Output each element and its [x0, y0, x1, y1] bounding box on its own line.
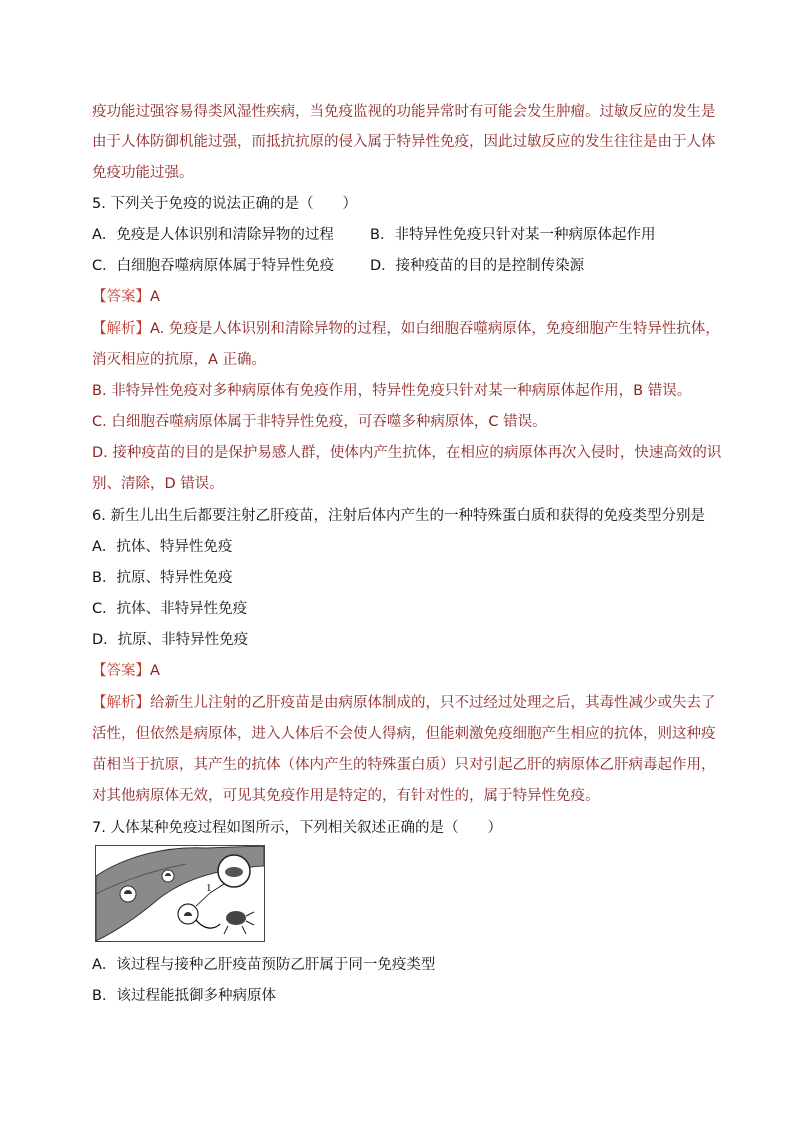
analysis-continuation-line: 免疫功能过强。 [92, 165, 194, 181]
question-5-analysis-line: 消灭相应的抗原，A 正确。 [92, 352, 267, 368]
question-6-analysis-line: 对其他病原体无效，可见其免疫作用是特定的，有针对性的，属于特异性免疫。 [92, 788, 600, 804]
analysis-text: A. 免疫是人体识别和清除异物的过程，如白细胞吞噬病原体，免疫细胞产生特异性抗体， [150, 321, 720, 337]
figure-label-1: 1 [206, 882, 212, 894]
movement-arrow [196, 920, 220, 928]
pointer-line [210, 884, 224, 893]
question-5-option-a: A．免疫是人体识别和清除异物的过程 [92, 227, 334, 243]
question-7-option-a: A．该过程与接种乙肝疫苗预防乙肝属于同一免疫类型 [92, 957, 436, 973]
analysis-continuation-line: 由于人体防御机能过强，而抵抗抗原的侵入属于特异性免疫，因此过敏反应的发生往往是由于人体 [92, 134, 716, 150]
question-6-stem: 6. 新生儿出生后都要注射乙肝疫苗，注射后体内产生的一种特殊蛋白质和获得的免疫类型分别是 [92, 508, 705, 524]
analysis-tag: 【解析】 [92, 321, 150, 337]
question-7-option-b: B．该过程能抵御多种病原体 [92, 988, 276, 1004]
question-6-option-a: A．抗体、特异性免疫 [92, 539, 233, 555]
immune-process-figure [95, 845, 265, 942]
answer-value: A [150, 289, 160, 305]
question-5-option-b: B．非特异性免疫只针对某一种病原体起作用 [370, 227, 656, 243]
analysis-tag: 【解析】 [92, 695, 150, 711]
question-5-analysis-line [92, 319, 720, 339]
answer-value: A [150, 663, 160, 679]
question-5-analysis-line: B. 非特异性免疫对多种病原体有免疫作用，特异性免疫只针对某一种病原体起作用，B 错误。 [92, 383, 692, 399]
question-5-option-c: C．白细胞吞噬病原体属于特异性免疫 [92, 258, 335, 274]
question-5-answer [92, 287, 160, 307]
question-5-analysis-line: 别、清除，D 错误。 [92, 476, 224, 492]
question-6-option-c: C．抗体、非特异性免疫 [92, 601, 248, 617]
question-6-option-b: B．抗原、特异性免疫 [92, 570, 233, 586]
analysis-text: 给新生儿注射的乙肝疫苗是由病原体制成的，只不过经过处理之后，其毒性减少或失去了 [150, 695, 716, 711]
question-6-analysis-line: 苗相当于抗原，其产生的抗体（体内产生的特殊蛋白质）只对引起乙肝的病原体乙肝病毒起作用， [92, 757, 716, 773]
engulfed-pathogen [225, 867, 243, 877]
question-7-stem: 7. 人体某种免疫过程如图所示，下列相关叙述正确的是（ ） [92, 820, 502, 836]
question-6-option-d: D．抗原、非特异性免疫 [92, 632, 249, 648]
question-6-analysis-line: 活性，但依然是病原体，进入人体后不会使人得病，但能刺激免疫细胞产生相应的抗体，则这种疫 [92, 726, 716, 742]
pathogen-bacterium [226, 911, 246, 925]
question-6-analysis-line [92, 693, 716, 713]
answer-tag: 【答案】 [92, 289, 150, 305]
question-5-analysis-line: C. 白细胞吞噬病原体属于非特异性免疫，可吞噬多种病原体，C 错误。 [92, 414, 547, 430]
immune-process-illustration [96, 846, 264, 941]
answer-tag: 【答案】 [92, 663, 150, 679]
question-6-answer [92, 661, 160, 681]
analysis-continuation-line: 疫功能过强容易得类风湿性疾病，当免疫监视的功能异常时有可能会发生肿瘤。过敏反应的发生是 [92, 104, 716, 120]
pointer-line [196, 893, 210, 906]
question-5-analysis-line: D. 接种疫苗的目的是保护易感人群，使体内产生抗体，在相应的病原体再次入侵时，快速高效的识 [92, 445, 722, 461]
question-5-stem: 5. 下列关于免疫的说法正确的是（ ） [92, 196, 357, 212]
question-5-option-d: D．接种疫苗的目的是控制传染源 [370, 258, 585, 274]
